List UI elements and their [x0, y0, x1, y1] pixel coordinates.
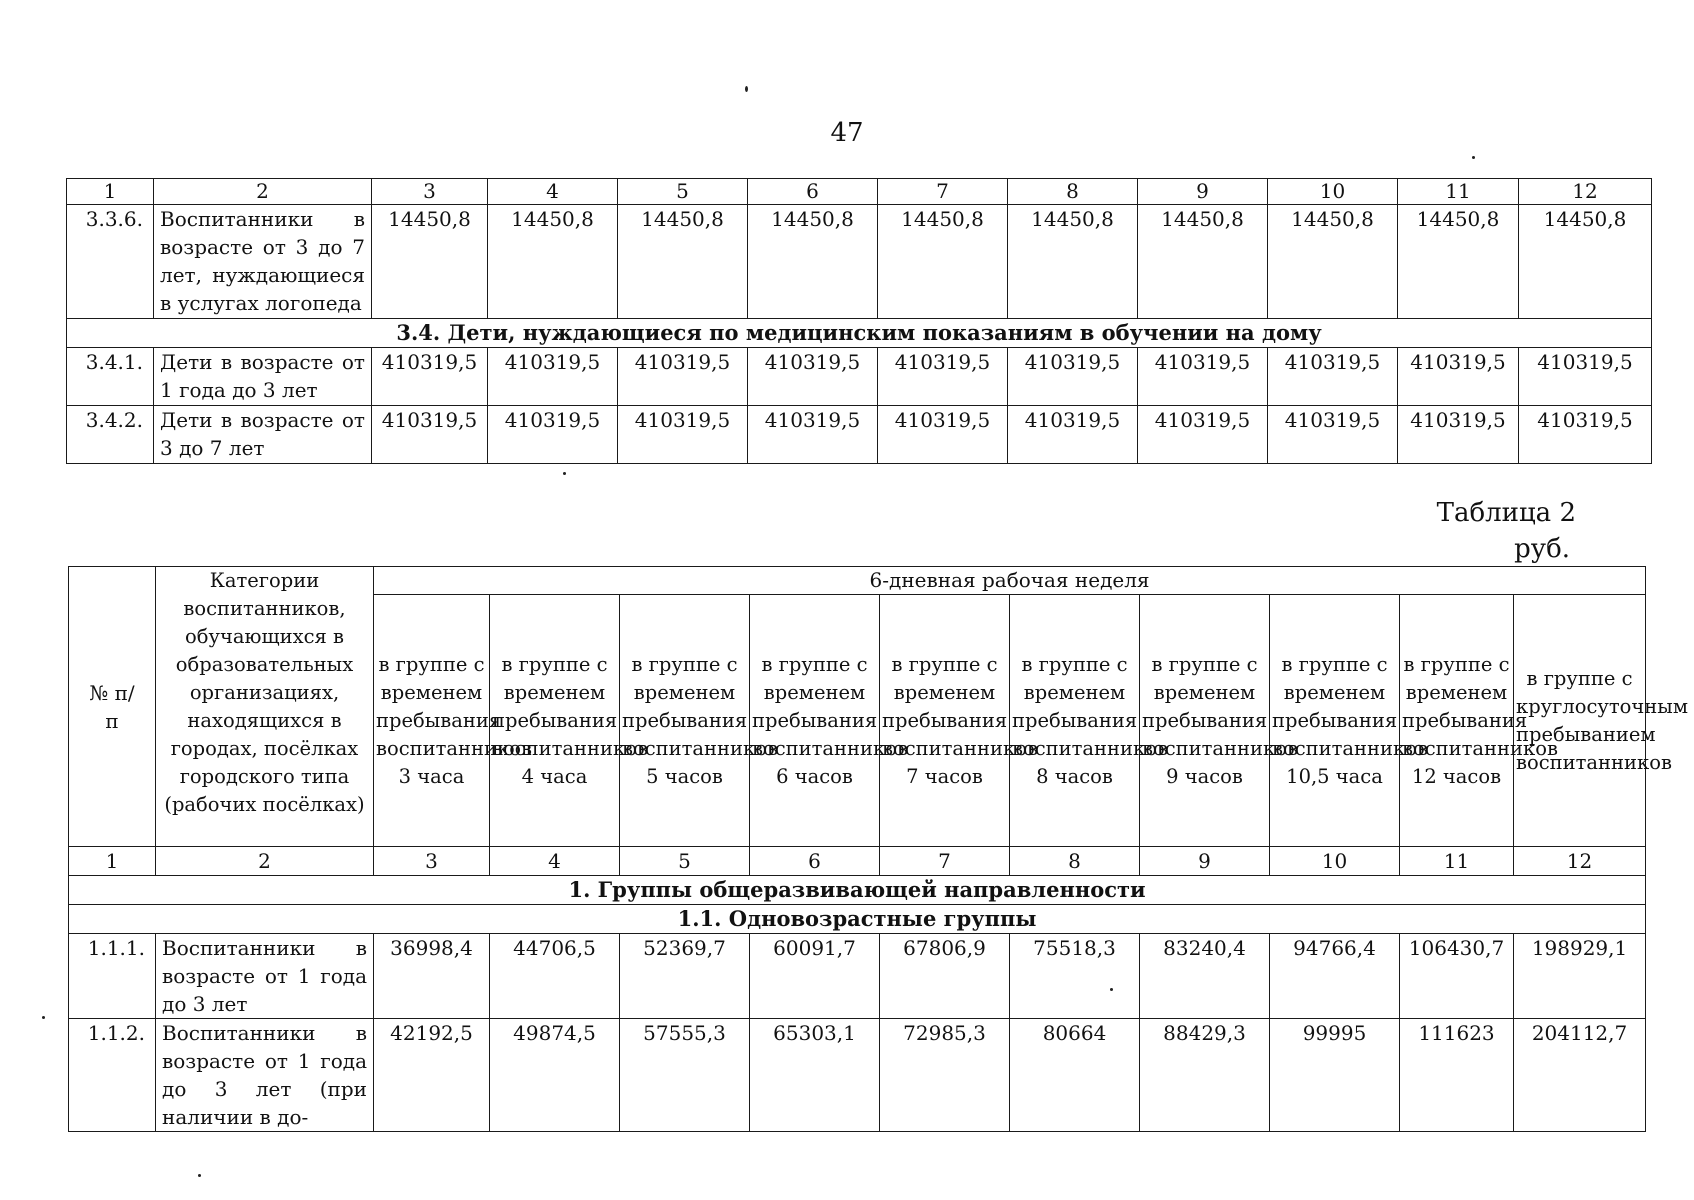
value-cell: 14450,8 — [1008, 205, 1138, 319]
col-num: 9 — [1140, 847, 1270, 876]
value-cell: 410319,5 — [1268, 348, 1398, 406]
col-num: 11 — [1400, 847, 1514, 876]
row-label: Воспитанники в возрасте от 3 до 7 лет, нуждающиеся в услугах логопеда — [154, 205, 372, 319]
section-row — [67, 319, 1652, 348]
value-cell: 410319,5 — [748, 406, 878, 464]
value-cell: 99995 — [1270, 1019, 1400, 1132]
value-cell: 14450,8 — [1398, 205, 1519, 319]
value-cell: 410319,5 — [372, 348, 488, 406]
table-row — [67, 406, 1652, 464]
col-num: 8 — [1010, 847, 1140, 876]
row-label: Воспитанники в возрасте от 1 года до 3 лет — [156, 934, 374, 1019]
row-number: 1.1.2. — [69, 1019, 156, 1132]
col-num: 2 — [156, 847, 374, 876]
section-row — [69, 876, 1646, 905]
col-num: 5 — [620, 847, 750, 876]
table-row — [69, 934, 1646, 1019]
value-cell: 410319,5 — [618, 406, 748, 464]
col-header-category: Категории воспитанников, обучающихся в образовательных организациях, находящихся в городах, посёлках городского типа (рабочих посёлках) — [156, 567, 374, 847]
col-num: 2 — [154, 179, 372, 205]
value-cell: 410319,5 — [748, 348, 878, 406]
value-cell: 14450,8 — [488, 205, 618, 319]
col-header-3h: в группе с временем пребывания воспитанников 3 часа — [374, 595, 490, 847]
row-number: 3.4.1. — [67, 348, 154, 406]
value-cell: 49874,5 — [490, 1019, 620, 1132]
col-num: 4 — [488, 179, 618, 205]
col-num: 8 — [1008, 179, 1138, 205]
week-header: 6-дневная рабочая неделя — [374, 567, 1646, 595]
value-cell: 410319,5 — [1519, 348, 1652, 406]
table-1 — [66, 178, 1652, 464]
col-num: 10 — [1268, 179, 1398, 205]
table-caption: Таблица 2 — [1436, 498, 1576, 528]
value-cell: 52369,7 — [620, 934, 750, 1019]
value-cell: 67806,9 — [880, 934, 1010, 1019]
col-header-9h: в группе с временем пребывания воспитанников 9 часов — [1140, 595, 1270, 847]
row-label: Дети в возрасте от 3 до 7 лет — [154, 406, 372, 464]
value-cell: 410319,5 — [1398, 406, 1519, 464]
section-row — [69, 905, 1646, 934]
col-header-num: № п/п — [69, 567, 156, 847]
value-cell: 83240,4 — [1140, 934, 1270, 1019]
table-1-number-row — [67, 179, 1652, 205]
value-cell: 198929,1 — [1514, 934, 1646, 1019]
col-header-8h: в группе с временем пребывания воспитанников 8 часов — [1010, 595, 1140, 847]
section-heading: 1. Группы общеразвивающей направленности — [69, 876, 1646, 905]
value-cell: 410319,5 — [1008, 348, 1138, 406]
value-cell: 410319,5 — [1519, 406, 1652, 464]
row-number: 3.4.2. — [67, 406, 154, 464]
row-number: 3.3.6. — [67, 205, 154, 319]
value-cell: 14450,8 — [878, 205, 1008, 319]
row-number: 1.1.1. — [69, 934, 156, 1019]
col-num: 10 — [1270, 847, 1400, 876]
table-2-header-row — [69, 567, 1646, 595]
table-row — [69, 1019, 1646, 1132]
scan-speck — [745, 86, 748, 92]
row-label: Дети в возрасте от 1 года до 3 лет — [154, 348, 372, 406]
col-header-24h: в группе с круглосуточным пребыванием воспитанников — [1514, 595, 1646, 847]
value-cell: 57555,3 — [620, 1019, 750, 1132]
value-cell: 410319,5 — [1138, 348, 1268, 406]
table-row — [67, 348, 1652, 406]
value-cell: 36998,4 — [374, 934, 490, 1019]
row-label: Воспитанники в возрасте от 1 года до 3 лет (при наличии в до- — [156, 1019, 374, 1132]
value-cell: 14450,8 — [618, 205, 748, 319]
value-cell: 14450,8 — [1519, 205, 1652, 319]
col-num: 6 — [750, 847, 880, 876]
value-cell: 410319,5 — [878, 348, 1008, 406]
col-num: 7 — [880, 847, 1010, 876]
value-cell: 410319,5 — [372, 406, 488, 464]
value-cell: 14450,8 — [1138, 205, 1268, 319]
col-header-12h: в группе с временем пребывания воспитанников 12 часов — [1400, 595, 1514, 847]
col-num: 3 — [374, 847, 490, 876]
value-cell: 14450,8 — [748, 205, 878, 319]
col-num: 6 — [748, 179, 878, 205]
table-row — [67, 205, 1652, 319]
col-header-7h: в группе с временем пребывания воспитанников 7 часов — [880, 595, 1010, 847]
value-cell: 106430,7 — [1400, 934, 1514, 1019]
col-header-4h: в группе с временем пребывания воспитанников 4 часа — [490, 595, 620, 847]
value-cell: 94766,4 — [1270, 934, 1400, 1019]
value-cell: 72985,3 — [880, 1019, 1010, 1132]
col-header-10-5h: в группе с временем пребывания воспитанников 10,5 часа — [1270, 595, 1400, 847]
col-num: 1 — [67, 179, 154, 205]
section-heading: 3.4. Дети, нуждающиеся по медицинским показаниям в обучении на дому — [67, 319, 1652, 348]
scan-speck — [1472, 156, 1475, 159]
value-cell: 80664 — [1010, 1019, 1140, 1132]
value-cell: 65303,1 — [750, 1019, 880, 1132]
value-cell: 410319,5 — [1268, 406, 1398, 464]
col-num: 1 — [69, 847, 156, 876]
value-cell: 410319,5 — [1008, 406, 1138, 464]
col-header-5h: в группе с временем пребывания воспитанников 5 часов — [620, 595, 750, 847]
table-unit: руб. — [1514, 534, 1570, 564]
value-cell: 14450,8 — [1268, 205, 1398, 319]
value-cell: 410319,5 — [1138, 406, 1268, 464]
value-cell: 410319,5 — [618, 348, 748, 406]
scan-speck — [563, 472, 566, 475]
value-cell: 410319,5 — [488, 348, 618, 406]
value-cell: 44706,5 — [490, 934, 620, 1019]
col-num: 5 — [618, 179, 748, 205]
value-cell: 14450,8 — [372, 205, 488, 319]
table-2-number-row — [69, 847, 1646, 876]
value-cell: 88429,3 — [1140, 1019, 1270, 1132]
col-num: 12 — [1514, 847, 1646, 876]
col-header-6h: в группе с временем пребывания воспитанников 6 часов — [750, 595, 880, 847]
col-num: 9 — [1138, 179, 1268, 205]
col-num: 3 — [372, 179, 488, 205]
value-cell: 42192,5 — [374, 1019, 490, 1132]
value-cell: 204112,7 — [1514, 1019, 1646, 1132]
value-cell: 111623 — [1400, 1019, 1514, 1132]
value-cell: 410319,5 — [488, 406, 618, 464]
subsection-heading: 1.1. Одновозрастные группы — [69, 905, 1646, 934]
value-cell: 75518,3 — [1010, 934, 1140, 1019]
col-num: 7 — [878, 179, 1008, 205]
col-num: 12 — [1519, 179, 1652, 205]
page-number: 47 — [830, 118, 864, 148]
scan-speck — [198, 1174, 201, 1177]
col-num: 11 — [1398, 179, 1519, 205]
value-cell: 60091,7 — [750, 934, 880, 1019]
scan-speck — [42, 1016, 45, 1019]
value-cell: 410319,5 — [878, 406, 1008, 464]
table-2 — [68, 566, 1688, 1132]
col-num: 4 — [490, 847, 620, 876]
value-cell: 410319,5 — [1398, 348, 1519, 406]
